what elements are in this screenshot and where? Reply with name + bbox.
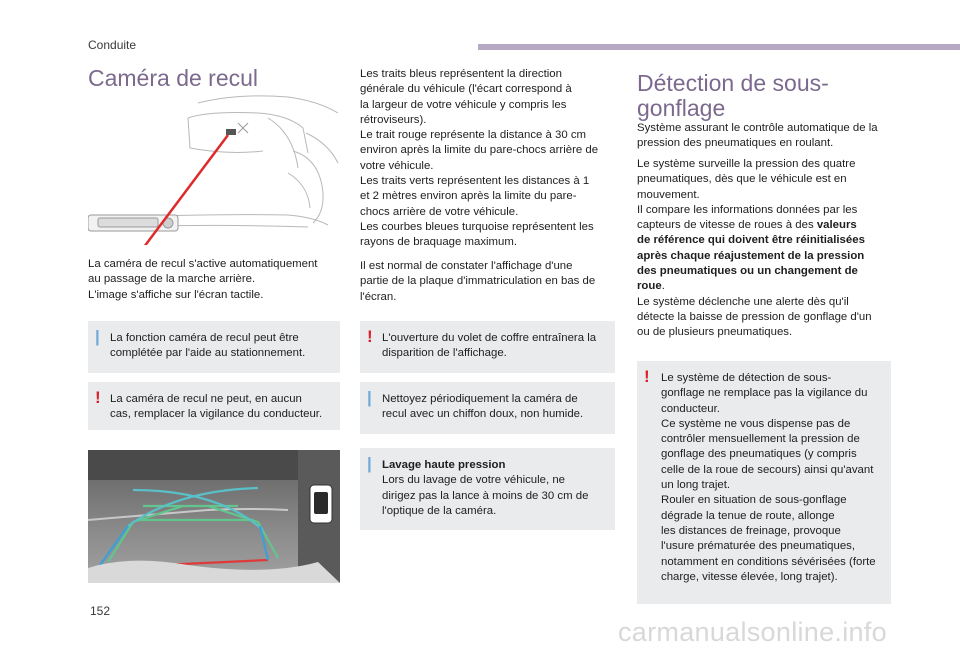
warning-note-underinflation: ! Le système de détection de sous- gonflage ne remplace pas la vigilance du conducteur. Ce système ne vous dispense pas de contrôler mensuellement la pression de gonflage des pneumatiques (y compris celle de la roue de secours) ainsi qu'avant un long trajet. Rouler en situation de sous-gonflage dégrade la tenue de route, allonge les distances de freinage, provoque l'usure prématurée des pneumatiques, notamment en conditions sévérisées (forte charge, vitesse élevée, long trajet). (637, 361, 891, 604)
info-note-pressure-wash: | Lavage haute pression Lors du lavage de votre véhicule, ne dirigez pas la lance à moins de 30 cm de l'optique de la caméra. (360, 448, 615, 530)
warning-icon: ! (95, 388, 101, 407)
guide-lines-description: Les traits bleus représentent la direction générale du véhicule (l'écart correspond à la largeur de votre véhicule y compris les rétroviseurs). Le trait rouge représente la distance à 30 cm environ après la limite du pare-chocs arrière de votre véhicule. Les traits verts représentent les distances à 1 et 2 mètres environ après la limite du pare- chocs arrière de votre véhicule. Les courbes bleues turquoise représentent les rayons de braquage maximum. (360, 68, 599, 249)
warning-note-tailgate: ! L'ouverture du volet de coffre entraînera la disparition de l'affichage. (360, 321, 615, 373)
rear-camera-screen-image (88, 450, 340, 583)
warning-note-vigilance: ! La caméra de recul ne peut, en aucun cas, remplacer la vigilance du conducteur. (88, 382, 340, 430)
underinflation-description: Le système surveille la pression des quatre pneumatiques, dès que le véhicule est en mouvement. Il compare les informations données par les capteurs de vitesse de roues à des valeurs de référence qui doivent être réinitialisées après chaque réajustement de la pression des pneumatiques ou un changement de roue. Le système déclenche une alerte dès qu'il détecte la baisse de pression de gonflage d'un ou de plusieurs pneumatiques. (637, 158, 872, 339)
info-icon: | (95, 327, 100, 346)
title-underinflation: Détection de sous- gonflage (637, 70, 829, 122)
title-camera: Caméra de recul (88, 65, 259, 91)
watermark: carmanualsonline.info (618, 617, 887, 647)
info-note-cleaning: | Nettoyez périodiquement la caméra de recul avec un chiffon doux, non humide. (360, 382, 615, 434)
header-bar (478, 44, 960, 50)
section-label: Conduite (88, 38, 137, 52)
warning-icon: ! (367, 327, 373, 346)
rear-camera-illustration (88, 93, 340, 245)
info-icon: | (367, 388, 372, 407)
page-number: 152 (90, 604, 111, 618)
underinflation-intro: Système assurant le contrôle automatique de la pression des pneumatiques en roulant. (637, 122, 878, 150)
warning-icon: ! (644, 367, 650, 386)
plate-display-note: Il est normal de constater l'affichage d'une partie de la plaque d'immatriculation en bas de l'écran. (360, 260, 596, 303)
camera-intro: La caméra de recul s'active automatiquement au passage de la marche arrière. L'image s'affiche sur l'écran tactile. (88, 258, 318, 301)
info-icon: | (367, 454, 372, 473)
info-note-parking: | La fonction caméra de recul peut être complétée par l'aide au stationnement. (88, 321, 340, 373)
